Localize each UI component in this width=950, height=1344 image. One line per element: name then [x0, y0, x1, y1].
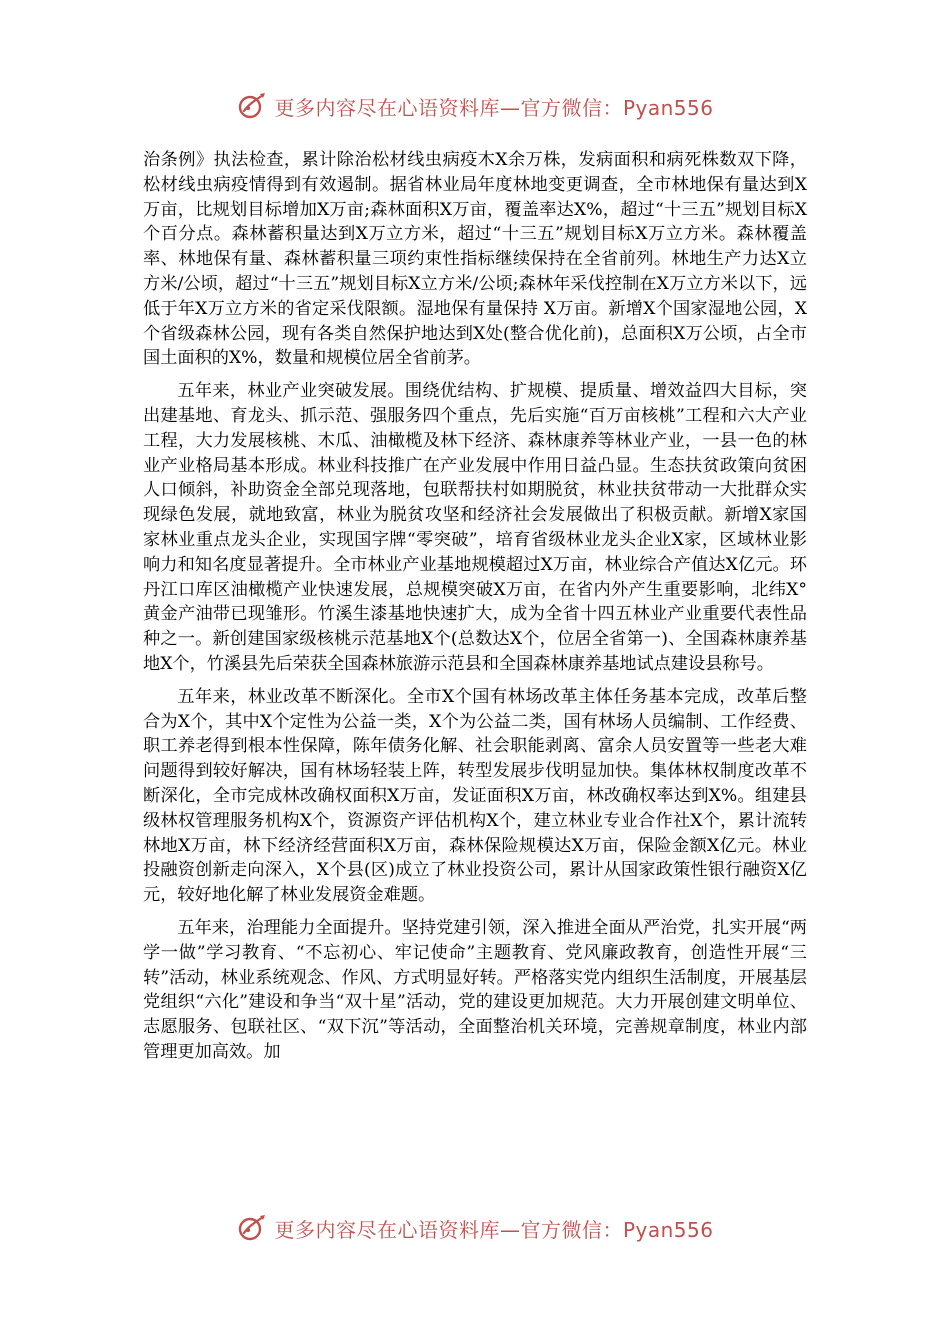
paragraph-3: 五年来，林业改革不断深化。全市X个国有林场改革主体任务基本完成，改革后整合为X个，其中X个定性为公益一类，X个为公益二类，国有林场人员编制、工作经费、职工养老得到根本性保障，陈年债务化解、社会职能剥离、富余人员安置等一些老大难问题得到较好解决，国有林场轻装上阵，转型发展步伐明显加快。集体林权制度改革不断深化，全市完成林改确权面积X万亩，发证面积X万亩，林改确权率达到X%。组建县级林权管理服务机构X个，资源资产评估机构X个，建立林业专业合作社X个，累计流转林地X万亩，林下经济经营面积X万亩，森林保险规模达X万亩，保险金额X亿元。林业投融资创新走向深入，X个县(区)成立了林业投资公司，累计从国家政策性银行融资X亿元，较好地化解了林业发展资金难题。 — [143, 686, 807, 906]
footer-banner-text: 更多内容尽在心语资料库—官方微信：Pyan556 — [274, 1217, 714, 1242]
paragraph-4: 五年来，治理能力全面提升。坚持党建引领，深入推进全面从严治党，扎实开展“两学一做”学习教育、“不忘初心、牢记使命”主题教育、党风廉政教育，创造性开展“三转”活动，林业系统观念、作风、方式明显好转。严格落实党内组织生活制度，开展基层党组织“六化”建设和争当“双十星”活动，党的建设更加规范。大力开展创建文明单位、志愿服务、包联社区、“双下沉”等活动，全面整治机关环境，完善规章制度，林业内部管理更加高效。加 — [143, 917, 807, 1062]
paragraph-2: 五年来，林业产业突破发展。围绕优结构、扩规模、提质量、增效益四大目标，突出建基地、育龙头、抓示范、强服务四个重点，先后实施“百万亩核桃”工程和六大产业工程，大力发展核桃、木瓜、油橄榄及林下经济、森林康养等林业产业，一县一色的林业产业格局基本形成。林业科技推广在产业发展中作用日益凸显。生态扶贫政策向贫困人口倾斜，补助资金全部兑现落地，包联帮扶村如期脱贫，林业扶贫带动一大批群众实现绿色发展，就地致富，林业为脱贫攻坚和经济社会发展做出了积极贡献。新增X家国家林业重点龙头企业，实现国字牌“零突破”，培育省级林业龙头企业X家，区域林业影响力和知名度显著提升。全市林业产业基地规模超过X万亩，林业综合产值达X亿元。环丹江口库区油橄榄产业快速发展，总规模突破X万亩，在省内外产生重要影响，北纬X° 黄金产油带已现雏形。竹溪生漆基地快速扩大，成为全省十四五林业产业重要代表性品种之一。新创建国家级核桃示范基地X个(总数达X个，位居全省第一)、全国森林康养基地X个，竹溪县先后荣获全国森林旅游示范县和全国森林康养基地试点建设县称号。 — [143, 381, 807, 674]
paragraph-1: 治条例》执法检查，累计除治松材线虫病疫木X余万株，发病面积和病死株数双下降，松材线虫病疫情得到有效遏制。据省林业局年度林地变更调查，全市林地保有量达到X万亩，比规划目标增加X万亩;森林面积X万亩，覆盖率达X%，超过“十三五”规划目标X个百分点。森林蓄积量达到X万立方米，超过“十三五”规划目标X万立方米。森林覆盖率、林地保有量、森林蓄积量三项约束性指标继续保持在全省前列。林地生产力达X立方米/公顷，超过“十三五”规划目标X立方米/公顷;森林年采伐控制在X万立方米以下，远低于年X万立方米的省定采伐限额。湿地保有量保持 X万亩。新增X个国家湿地公园，X个省级森林公园，现有各类自然保护地达到X处(整合优化前)，总面积X万公顷，占全市国土面积的X%，数量和规模位居全省前茅。 — [143, 150, 807, 369]
brand-logo-icon — [236, 90, 268, 122]
footer-banner — [0, 1208, 950, 1248]
header-banner — [0, 86, 950, 126]
brand-logo-icon — [236, 1212, 268, 1244]
header-banner-text: 更多内容尽在心语资料库—官方微信：Pyan556 — [274, 95, 714, 120]
document-body — [143, 148, 807, 1065]
